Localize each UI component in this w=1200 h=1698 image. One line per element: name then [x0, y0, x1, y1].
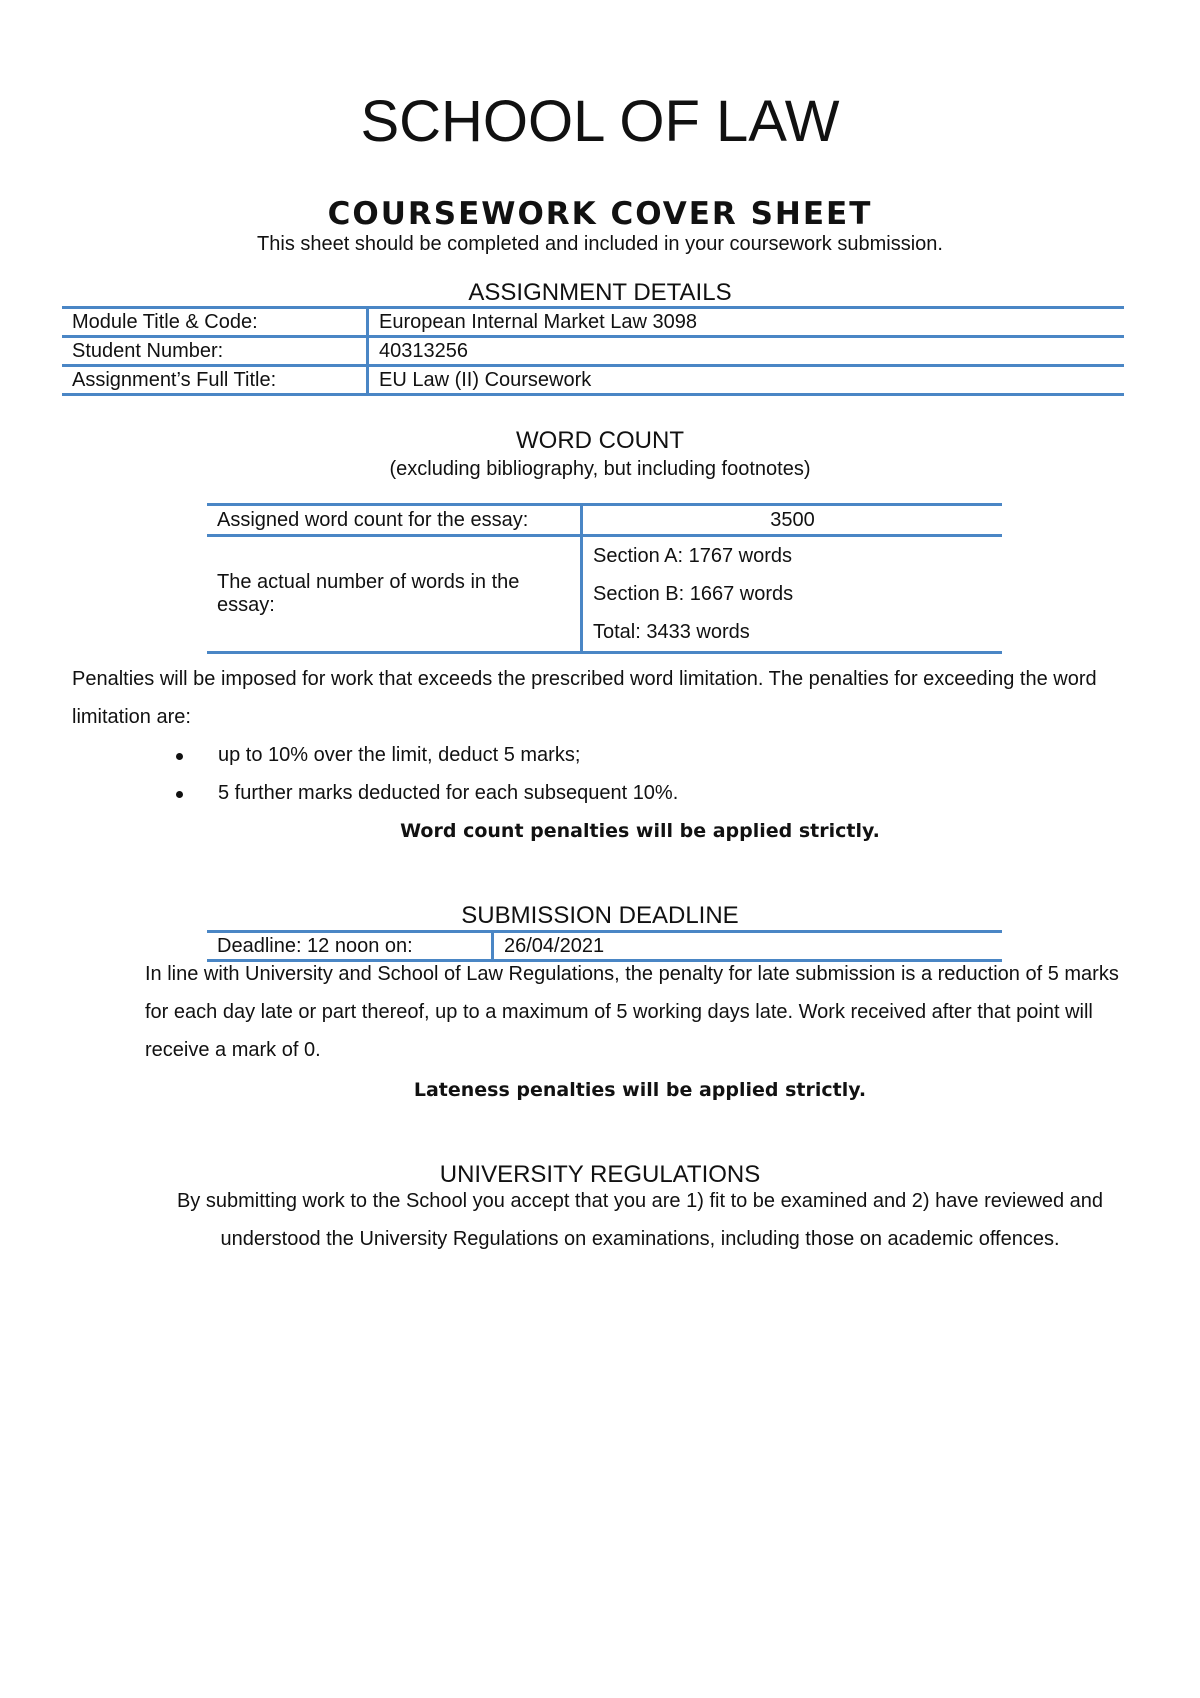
school-title: SCHOOL OF LAW: [360, 89, 840, 154]
module-title-label: Module Title & Code:: [62, 308, 368, 337]
penalty-text: Penalties will be imposed for work that exceeds the prescribed word limitation. The penalties for exceeding the word limitation are:: [72, 668, 1097, 728]
table-row: [207, 505, 1002, 536]
student-number-label: Student Number:: [62, 337, 368, 366]
actual-word-count-values: [582, 536, 1003, 653]
table-row: [62, 337, 1124, 366]
assignment-details-heading: ASSIGNMENT DETAILS: [468, 279, 732, 306]
assigned-word-count-value: 3500: [582, 505, 1003, 536]
bullet-icon: [176, 791, 183, 798]
word-count-heading: WORD COUNT: [516, 427, 684, 454]
table-row: [207, 536, 1002, 653]
assignment-details-table: [62, 306, 1124, 396]
table-row: [62, 308, 1124, 337]
module-title-value: European Internal Market Law 3098: [368, 308, 1125, 337]
total-count: Total: 3433 words: [593, 621, 750, 643]
instruction-text: This sheet should be completed and included in your coursework submission.: [257, 233, 943, 255]
deadline-value: 26/04/2021: [493, 932, 1003, 961]
assigned-word-count-label: Assigned word count for the essay:: [207, 505, 582, 536]
word-count-strict-note: Word count penalties will be applied strictly.: [400, 820, 880, 842]
deadline-label: Deadline: 12 noon on:: [207, 932, 493, 961]
table-row: [62, 366, 1124, 395]
list-item: 5 further marks deducted for each subsequent 10%.: [176, 774, 1076, 812]
word-count-table: [207, 503, 1002, 654]
late-submission-text: In line with University and School of Law Regulations, the penalty for late submission is a reduction of 5 marks for each day late or part thereof, up to a maximum of 5 working days late. Work received after that point will receive a mark of 0.: [145, 963, 1119, 1061]
section-b-count: Section B: 1667 words: [593, 583, 794, 605]
assignment-title-label: Assignment’s Full Title:: [62, 366, 368, 395]
cover-sheet-title: COURSEWORK COVER SHEET: [327, 196, 873, 232]
regulations-text: By submitting work to the School you accept that you are 1) fit to be examined and 2) have reviewed and understood the University Regulations on examinations, including those on academic offences.: [176, 1190, 1104, 1250]
submission-deadline-heading: SUBMISSION DEADLINE: [461, 902, 739, 929]
penalty-list: [176, 736, 1076, 816]
bullet-icon: [176, 753, 183, 760]
lateness-strict-note: Lateness penalties will be applied strictly.: [413, 1079, 867, 1101]
section-a-count: Section A: 1767 words: [593, 545, 793, 567]
university-regulations-heading: UNIVERSITY REGULATIONS: [439, 1161, 761, 1188]
word-count-subheading: (excluding bibliography, but including footnotes): [389, 458, 811, 480]
student-number-value: 40313256: [368, 337, 1125, 366]
list-item: up to 10% over the limit, deduct 5 marks;: [176, 736, 1076, 774]
actual-word-count-label: The actual number of words in the essay:: [207, 536, 582, 653]
assignment-title-value: EU Law (II) Coursework: [368, 366, 1125, 395]
